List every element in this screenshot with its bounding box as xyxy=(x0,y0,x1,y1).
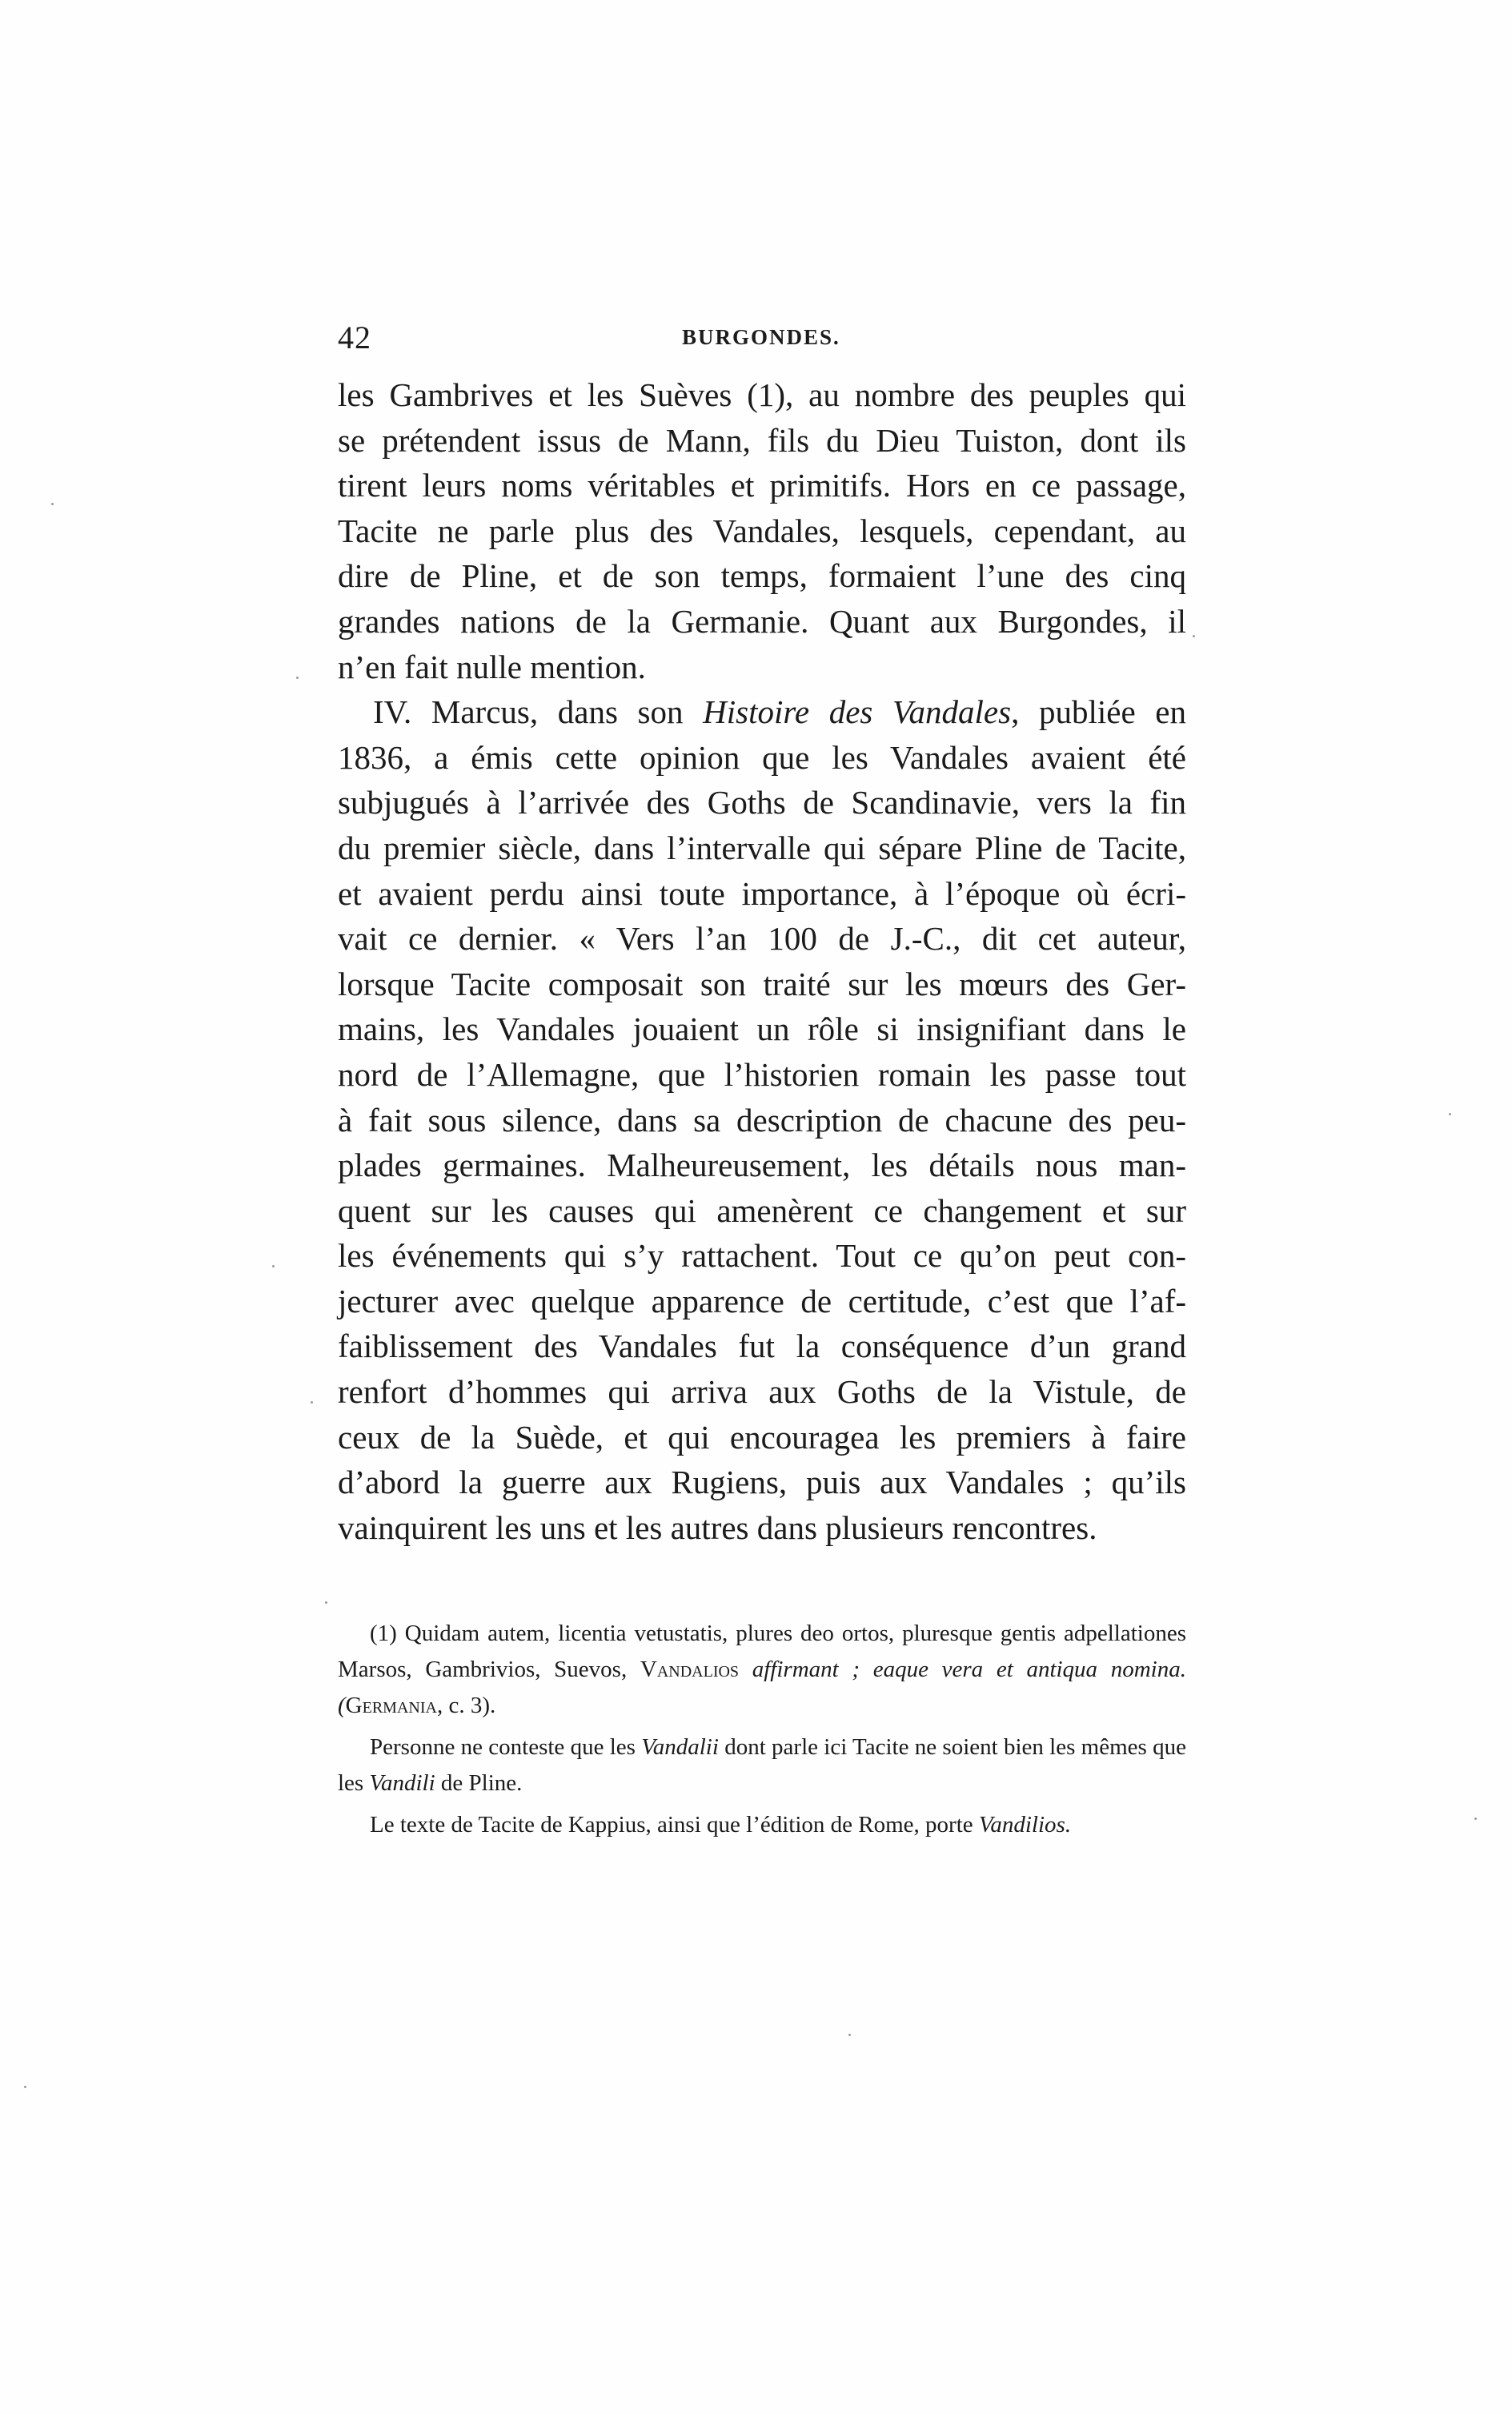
scan-speck xyxy=(24,2086,26,2088)
page-number: 42 xyxy=(338,319,371,355)
text-line: plades germaines. Malheureusement, les détails nous man- xyxy=(338,1147,1186,1184)
running-head: BURGONDES. xyxy=(682,325,840,349)
footnote-3 xyxy=(338,1807,1186,1843)
footnote-italic: Vandalii xyxy=(641,1734,719,1760)
text-line: d’abord la guerre aux Rugiens, puis aux Vandales ; qu’ils xyxy=(338,1464,1186,1501)
scan-speck xyxy=(272,1265,275,1267)
text-line: subjugués à l’arrivée des Goths de Scandinavie, vers la fin xyxy=(338,784,1186,821)
footnotes xyxy=(338,1616,1186,1849)
footnote-text: Personne ne conteste que les xyxy=(370,1734,642,1760)
scan-speck xyxy=(325,1601,327,1604)
text-line: jecturer avec quelque apparence de certitude, c’est que l’af- xyxy=(338,1282,1186,1319)
text-line: lorsque Tacite composait son traité sur les mœurs des Ger- xyxy=(338,965,1186,1002)
book-title: Histoire des Vandales xyxy=(703,693,1012,731)
text-line: du premier siècle, dans l’intervalle qui sépare Pline de Tacite, xyxy=(338,829,1186,866)
text-line: Tacite ne parle plus des Vandales, lesquels, cependant, au xyxy=(338,512,1186,549)
scan-speck xyxy=(848,2034,851,2036)
paragraph-start-line xyxy=(338,689,1186,735)
footnote-text: Le texte de Tacite de Kappius, ainsi que l’édition de Rome, porte xyxy=(370,1812,979,1838)
text-line: dire de Pline, et de son temps, formaient l’une des cinq xyxy=(338,557,1186,595)
footnote-text: (1) Quidam autem, licentia vetustatis, plures deo ortos, pluresque gentis adpellationes Marsos, Gambrivios, Suevos, xyxy=(338,1621,1186,1682)
scan-speck xyxy=(311,1401,313,1404)
footnote-text: affirmant ; eaque vera et antiqua nomina. ( xyxy=(338,1657,1186,1718)
footnote-2 xyxy=(338,1729,1186,1801)
footnote-smallcaps: Germania xyxy=(345,1693,437,1718)
text-line: quent sur les causes qui amenèrent ce changement et sur xyxy=(338,1191,1186,1229)
scan-speck xyxy=(1474,1818,1477,1820)
scan-speck xyxy=(1449,1113,1451,1115)
text-line: grandes nations de la Germanie. Quant aux Burgondes, il xyxy=(338,602,1186,640)
footnote-smallcaps: Vandalios xyxy=(640,1657,740,1682)
scan-speck xyxy=(51,503,54,505)
scan-speck xyxy=(1193,635,1195,637)
footnote-text: de Pline. xyxy=(435,1770,523,1796)
text-line: renfort d’hommes qui arriva aux Goths de la Vistule, de xyxy=(338,1373,1186,1411)
text-line: 1836, a émis cette opinion que les Vandales avaient été xyxy=(338,738,1186,776)
text-line: les Gambrives et les Suèves (1), au nombre des peuples qui xyxy=(338,376,1186,413)
footnote-italic: Vandili xyxy=(369,1770,435,1796)
text-line: vait ce dernier. « Vers l’an 100 de J.-C., dit cet auteur, xyxy=(338,920,1186,958)
text-line: mains, les Vandales jouaient un rôle si insignifiant dans le xyxy=(338,1010,1186,1048)
footnote-italic: Vandilios. xyxy=(978,1812,1072,1838)
text-line: se prétendent issus de Mann, fils du Dieu Tuiston, dont ils xyxy=(338,421,1186,459)
text-span: IV. Marcus, dans son xyxy=(373,693,704,731)
page-header xyxy=(338,319,1186,367)
text-line: à fait sous silence, dans sa description de chacune des peu- xyxy=(338,1101,1186,1139)
scan-speck xyxy=(296,677,299,679)
main-text xyxy=(338,372,1186,1550)
text-span: , publiée en xyxy=(1011,693,1186,731)
footnote-text: dont parle ici Tacite ne soient bien les mêmes que les xyxy=(338,1734,1186,1796)
text-line: les événements qui s’y rattachent. Tout ce qu’on peut con- xyxy=(338,1237,1186,1275)
text-line: faiblissement des Vandales fut la conséquence d’un grand xyxy=(338,1327,1186,1365)
text-line: tirent leurs noms véritables et primitifs. Hors en ce passage, xyxy=(338,467,1186,504)
footnote-text: , c. 3). xyxy=(436,1693,496,1718)
text-line: vainquirent les uns et les autres dans plusieurs rencontres. xyxy=(338,1508,1097,1546)
text-line: et avaient perdu ainsi toute importance, à l’époque où écri- xyxy=(338,874,1186,912)
text-line: n’en fait nulle mention. xyxy=(338,648,646,685)
text-line: nord de l’Allemagne, que l’historien romain les passe tout xyxy=(338,1055,1186,1093)
footnote-1 xyxy=(338,1616,1186,1724)
text-line: ceux de la Suède, et qui encouragea les premiers à faire xyxy=(338,1418,1186,1456)
